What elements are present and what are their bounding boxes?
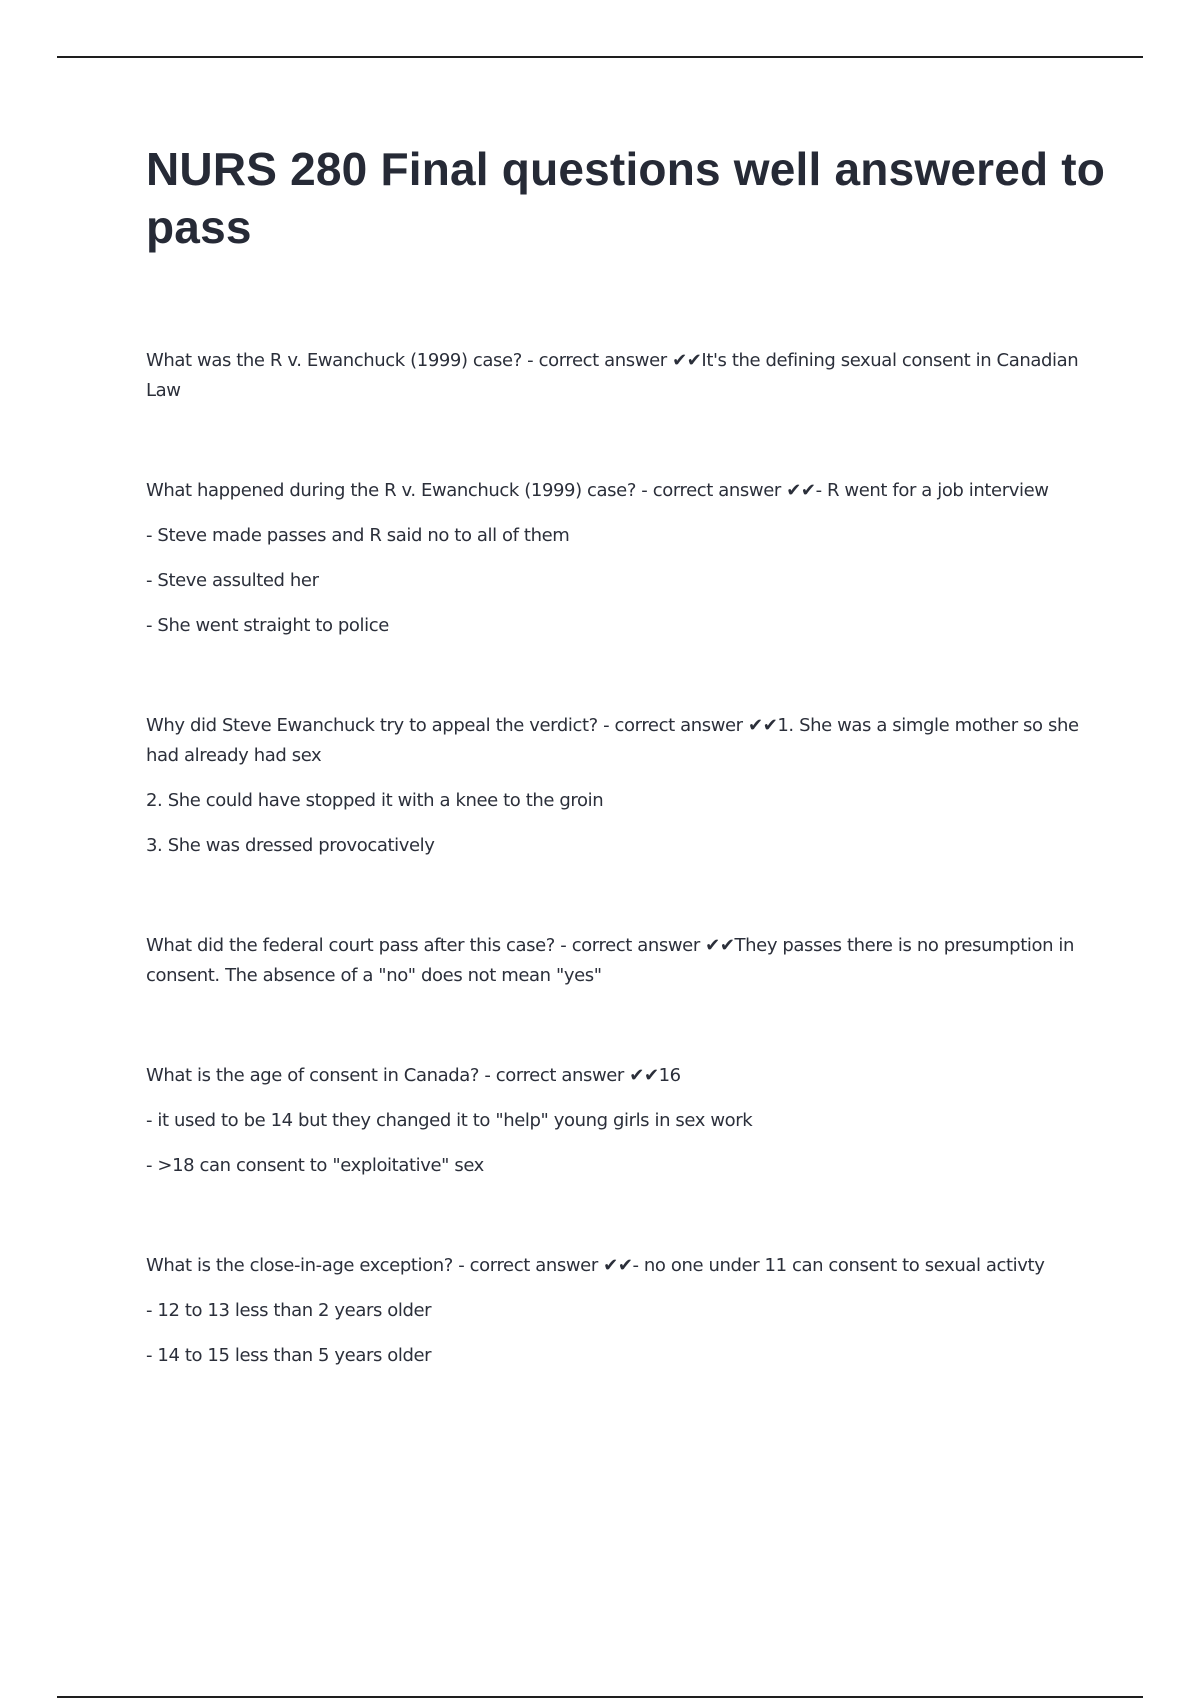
qa-item-5: [146, 1061, 1106, 1181]
question-text: What is the close-in-age exception? - correct answer ✔✔- no one under 11 can consent to sexual activty: [146, 1255, 1045, 1276]
qa-item-3: [146, 711, 1106, 861]
answer-line: - >18 can consent to "exploitative" sex: [146, 1155, 484, 1176]
answer-line: - 12 to 13 less than 2 years older: [146, 1300, 432, 1321]
qa-item-2: [146, 476, 1106, 641]
question-text: What was the R v. Ewanchuck (1999) case? - correct answer ✔✔It's the defining sexual consent in Canadian Law: [146, 350, 1079, 401]
qa-item-1: [146, 346, 1106, 406]
answer-line: - She went straight to police: [146, 615, 389, 636]
answer-line: 2. She could have stopped it with a knee to the groin: [146, 790, 604, 811]
question-text: What happened during the R v. Ewanchuck (1999) case? - correct answer ✔✔- R went for a job interview: [146, 480, 1049, 501]
answer-line: - Steve made passes and R said no to all of them: [146, 525, 570, 546]
header-rule: [57, 56, 1143, 58]
footer-rule: [57, 1696, 1143, 1698]
document-body: [146, 140, 1106, 1441]
qa-item-6: [146, 1251, 1106, 1371]
question-text: What is the age of consent in Canada? - correct answer ✔✔16: [146, 1065, 681, 1086]
qa-item-4: [146, 931, 1106, 991]
question-text: What did the federal court pass after this case? - correct answer ✔✔They passes there is no presumption in consent. The absence of a "no" does not mean "yes": [146, 935, 1075, 986]
document-title: NURS 280 Final questions well answered to pass: [146, 143, 1106, 253]
answer-line: 3. She was dressed provocatively: [146, 835, 435, 856]
answer-line: - 14 to 15 less than 5 years older: [146, 1345, 432, 1366]
answer-line: - it used to be 14 but they changed it to "help" young girls in sex work: [146, 1110, 753, 1131]
question-text: Why did Steve Ewanchuck try to appeal the verdict? - correct answer ✔✔1. She was a simgle mother so she had already had sex: [146, 715, 1079, 766]
answer-line: - Steve assulted her: [146, 570, 319, 591]
